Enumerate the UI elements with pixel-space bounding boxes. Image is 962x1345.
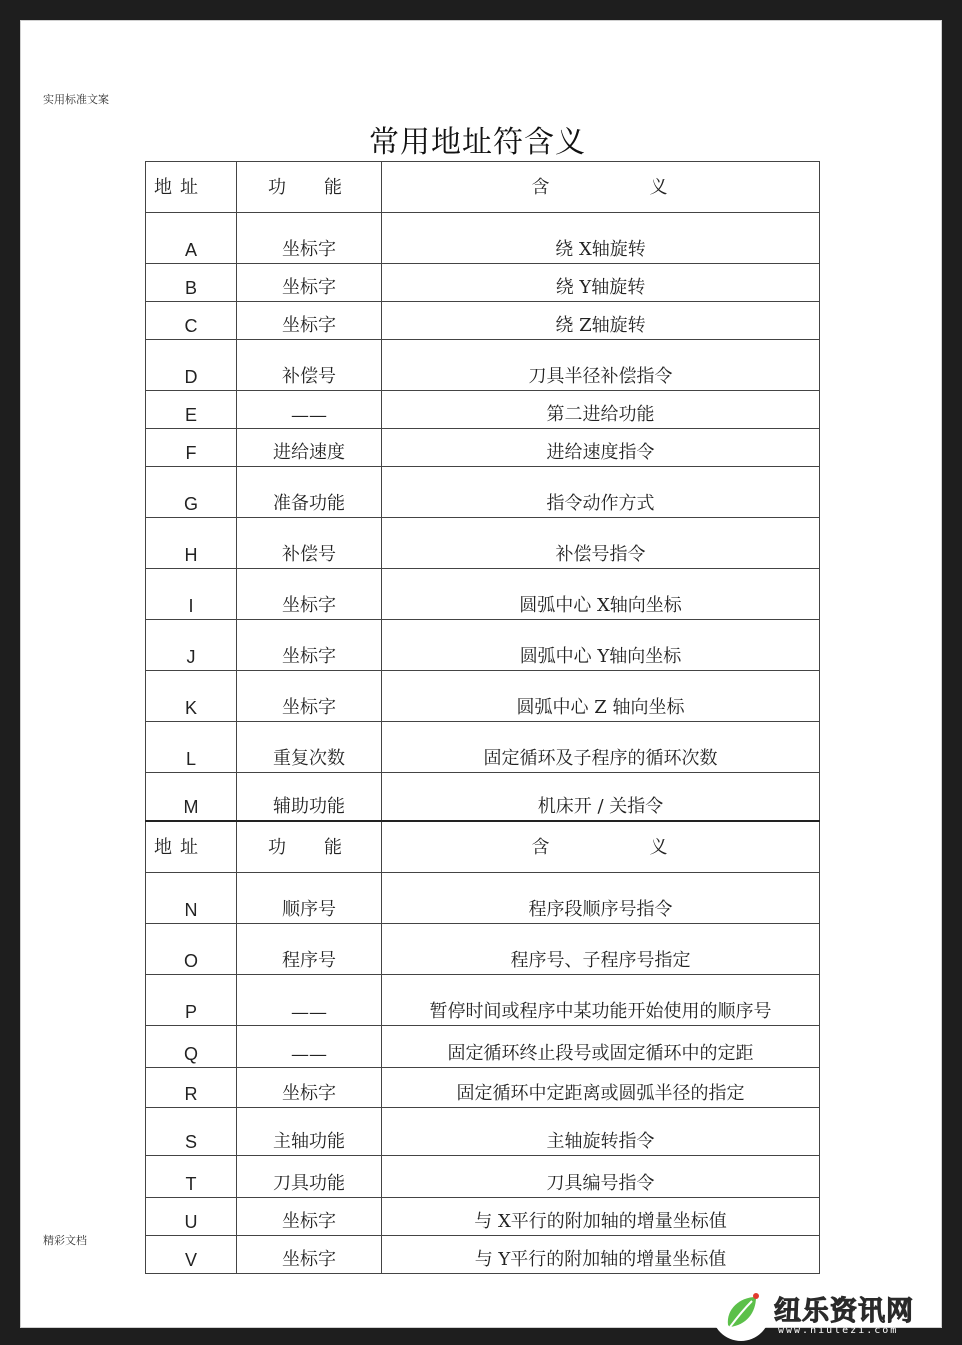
- function-cell: 进给速度: [237, 429, 382, 467]
- meaning-cell: 机床开 / 关指令: [382, 773, 820, 822]
- table-row: [146, 340, 820, 391]
- function-cell: 顺序号: [237, 873, 382, 924]
- watermark-url: www.niulezi.com: [778, 1325, 899, 1336]
- function-cell: ——: [237, 975, 382, 1026]
- watermark-logo: [712, 1283, 962, 1345]
- address-cell: D: [146, 340, 237, 391]
- meaning-cell: 程序段顺序号指令: [382, 873, 820, 924]
- function-cell: 刀具功能: [237, 1156, 382, 1198]
- function-cell: 坐标字: [237, 264, 382, 302]
- meaning-cell: 固定循环中定距离或圆弧半径的指定: [382, 1068, 820, 1108]
- meaning-cell: 暂停时间或程序中某功能开始使用的顺序号: [382, 975, 820, 1026]
- table-row: [146, 620, 820, 671]
- function-cell: 程序号: [237, 924, 382, 975]
- header-function: 功能: [237, 821, 382, 873]
- address-cell: V: [146, 1236, 237, 1274]
- table-row: [146, 671, 820, 722]
- address-cell: Q: [146, 1026, 237, 1068]
- table-row: [146, 975, 820, 1026]
- meaning-cell: 圆弧中心 X轴向坐标: [382, 569, 820, 620]
- header-note: 实用标准文案: [43, 93, 109, 106]
- meaning-cell: 绕 Z轴旋转: [382, 302, 820, 340]
- address-cell: P: [146, 975, 237, 1026]
- function-cell: 辅助功能: [237, 773, 382, 822]
- leaf-icon: [712, 1283, 770, 1341]
- table-row: [146, 1236, 820, 1274]
- function-cell: ——: [237, 1026, 382, 1068]
- header-meaning: 含义: [382, 821, 820, 873]
- table-row: [146, 1026, 820, 1068]
- page-title: 常用地址符含义: [369, 125, 586, 160]
- footer-note: 精彩文档: [43, 1234, 87, 1247]
- meaning-cell: 固定循环终止段号或固定循环中的定距: [382, 1026, 820, 1068]
- address-cell: F: [146, 429, 237, 467]
- meaning-cell: 指令动作方式: [382, 467, 820, 518]
- table-row: [146, 429, 820, 467]
- address-cell: O: [146, 924, 237, 975]
- address-cell: I: [146, 569, 237, 620]
- table-row: [146, 391, 820, 429]
- address-cell: C: [146, 302, 237, 340]
- function-cell: 补偿号: [237, 340, 382, 391]
- table-row: [146, 1068, 820, 1108]
- meaning-cell: 圆弧中心 Z 轴向坐标: [382, 671, 820, 722]
- address-cell: L: [146, 722, 237, 773]
- address-cell: N: [146, 873, 237, 924]
- meaning-cell: 进给速度指令: [382, 429, 820, 467]
- table-row: [146, 467, 820, 518]
- function-cell: 补偿号: [237, 518, 382, 569]
- table-row: [146, 264, 820, 302]
- address-cell: A: [146, 213, 237, 264]
- function-cell: 坐标字: [237, 213, 382, 264]
- function-cell: 坐标字: [237, 569, 382, 620]
- address-cell: T: [146, 1156, 237, 1198]
- function-cell: 坐标字: [237, 1068, 382, 1108]
- meaning-cell: 刀具编号指令: [382, 1156, 820, 1198]
- meaning-cell: 固定循环及子程序的循环次数: [382, 722, 820, 773]
- table-header-row: [146, 162, 820, 213]
- meaning-cell: 绕 Y轴旋转: [382, 264, 820, 302]
- address-cell: H: [146, 518, 237, 569]
- table-header-row: [146, 821, 820, 873]
- table-row: [146, 518, 820, 569]
- address-cell: B: [146, 264, 237, 302]
- header-function: 功能: [237, 162, 382, 213]
- meaning-cell: 圆弧中心 Y轴向坐标: [382, 620, 820, 671]
- meaning-cell: 刀具半径补偿指令: [382, 340, 820, 391]
- meaning-cell: 第二进给功能: [382, 391, 820, 429]
- document-page: [20, 20, 942, 1328]
- address-cell: J: [146, 620, 237, 671]
- function-cell: 坐标字: [237, 620, 382, 671]
- function-cell: 坐标字: [237, 302, 382, 340]
- address-cell: S: [146, 1108, 237, 1156]
- table-row: [146, 569, 820, 620]
- table-row: [146, 1108, 820, 1156]
- meaning-cell: 与 X平行的附加轴的增量坐标值: [382, 1198, 820, 1236]
- table-row: [146, 213, 820, 264]
- table-row: [146, 873, 820, 924]
- header-address: 地址: [146, 821, 237, 873]
- address-cell: K: [146, 671, 237, 722]
- header-meaning: 含义: [382, 162, 820, 213]
- address-cell: R: [146, 1068, 237, 1108]
- table-row: [146, 1156, 820, 1198]
- meaning-cell: 与 Y平行的附加轴的增量坐标值: [382, 1236, 820, 1274]
- watermark-name: 纽乐资讯网: [774, 1296, 914, 1327]
- meaning-cell: 绕 X轴旋转: [382, 213, 820, 264]
- address-table: [145, 161, 820, 1274]
- meaning-cell: 程序号、子程序号指定: [382, 924, 820, 975]
- function-cell: 坐标字: [237, 671, 382, 722]
- address-cell: G: [146, 467, 237, 518]
- table-row: [146, 722, 820, 773]
- header-address: 地址: [146, 162, 237, 213]
- table-row: [146, 1198, 820, 1236]
- function-cell: 坐标字: [237, 1236, 382, 1274]
- address-cell: E: [146, 391, 237, 429]
- address-cell: M: [146, 773, 237, 822]
- meaning-cell: 主轴旋转指令: [382, 1108, 820, 1156]
- function-cell: 重复次数: [237, 722, 382, 773]
- function-cell: 坐标字: [237, 1198, 382, 1236]
- table-row: [146, 302, 820, 340]
- meaning-cell: 补偿号指令: [382, 518, 820, 569]
- function-cell: ——: [237, 391, 382, 429]
- address-cell: U: [146, 1198, 237, 1236]
- table-row: [146, 924, 820, 975]
- function-cell: 主轴功能: [237, 1108, 382, 1156]
- table-row: [146, 773, 820, 822]
- function-cell: 准备功能: [237, 467, 382, 518]
